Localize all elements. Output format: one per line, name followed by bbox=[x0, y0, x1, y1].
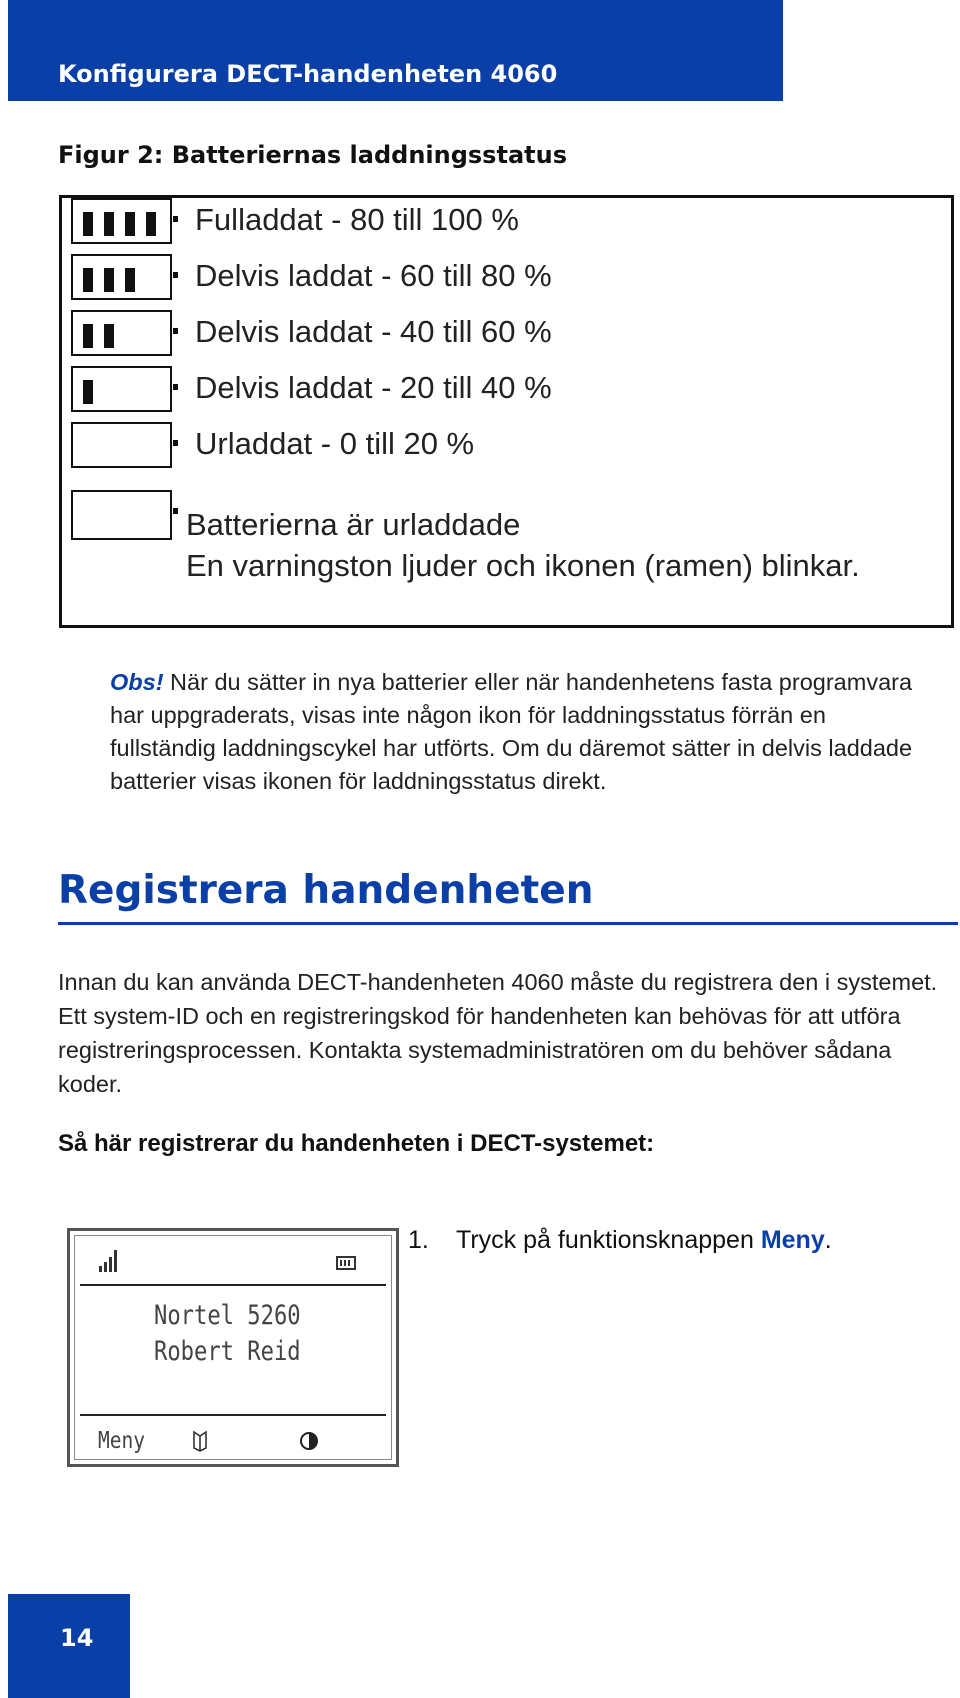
section-heading: Registrera handenheten bbox=[58, 868, 594, 913]
battery-1-bar-icon bbox=[71, 366, 172, 412]
step-text-end: . bbox=[824, 1226, 832, 1254]
note-paragraph bbox=[110, 666, 930, 798]
page-number-box bbox=[8, 1594, 130, 1698]
battery-row-label: Delvis laddat - 60 till 80 % bbox=[195, 258, 552, 293]
phone-display-illustration bbox=[67, 1228, 399, 1467]
step-text: Tryck på funktionsknappen bbox=[456, 1226, 761, 1254]
battery-2-bars-icon bbox=[71, 310, 172, 356]
battery-row-label bbox=[186, 504, 860, 586]
battery-row-label: Fulladdat - 80 till 100 % bbox=[195, 202, 519, 237]
phonebook-icon bbox=[192, 1430, 208, 1452]
battery-icon bbox=[336, 1256, 356, 1270]
display-line-1: Nortel 5260 bbox=[154, 1300, 301, 1331]
battery-row-40 bbox=[62, 366, 951, 416]
battery-blinking-frame-icon bbox=[71, 490, 172, 540]
battery-status-figure bbox=[59, 195, 954, 628]
section-divider bbox=[58, 922, 958, 925]
header-bar bbox=[8, 0, 783, 101]
header-title: Konfigurera DECT-handenheten 4060 bbox=[58, 60, 558, 88]
page-number: 14 bbox=[60, 1624, 94, 1652]
figure-caption: Figur 2: Batteriernas laddningsstatus bbox=[58, 141, 567, 169]
step-number: 1. bbox=[408, 1226, 429, 1254]
battery-row-label: Delvis laddat - 40 till 60 % bbox=[195, 314, 552, 349]
battery-discharged-warning: En varningston ljuder och ikonen (ramen) blinkar. bbox=[186, 548, 860, 583]
step-1 bbox=[408, 1226, 832, 1255]
battery-3-bars-icon bbox=[71, 254, 172, 300]
note-text: När du sätter in nya batterier eller när handenhetens fasta programvara har uppgraderats, visas inte någon ikon för laddningsstatus förrän en fullständig laddningscykel har utförts. Om du däremot sätter in delvis laddade batterier visas ikonen för laddningsstatus direkt. bbox=[110, 669, 913, 794]
battery-row-80 bbox=[62, 254, 951, 304]
battery-row-label: Urladdat - 0 till 20 % bbox=[195, 426, 475, 461]
battery-row-label: Delvis laddat - 20 till 40 % bbox=[195, 370, 552, 405]
softkey-meny: Meny bbox=[98, 1428, 146, 1454]
section-paragraph: Innan du kan använda DECT-handenheten 4060 måste du registrera den i systemet. Ett system-ID och en registreringskod för handenheten kan behövas för att utföra registreringsprocessen. Kontakta systemadministratören om du behöver sådana koder. bbox=[58, 969, 938, 1097]
display-divider bbox=[80, 1414, 386, 1416]
display-line-2: Robert Reid bbox=[154, 1336, 301, 1367]
battery-row-20 bbox=[62, 422, 951, 472]
step-keyword: Meny bbox=[760, 1226, 825, 1254]
battery-row-full bbox=[62, 198, 951, 248]
battery-discharged-title: Batterierna är urladdade bbox=[186, 507, 521, 542]
contrast-icon bbox=[300, 1432, 318, 1450]
signal-strength-icon bbox=[99, 1250, 119, 1272]
battery-row-discharged bbox=[62, 490, 951, 590]
procedure-title: Så här registrerar du handenheten i DECT-systemet: bbox=[58, 1130, 655, 1157]
battery-row-60 bbox=[62, 310, 951, 360]
battery-4-bars-icon bbox=[71, 198, 172, 244]
display-divider bbox=[80, 1284, 386, 1286]
battery-empty-icon bbox=[71, 422, 172, 468]
note-label: Obs! bbox=[110, 669, 164, 695]
